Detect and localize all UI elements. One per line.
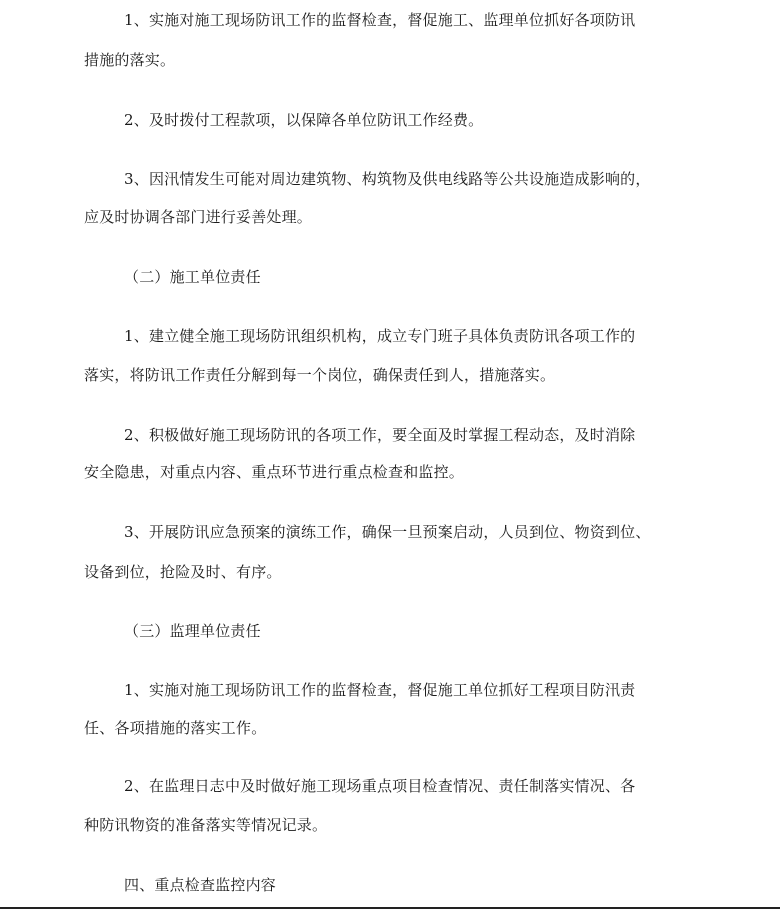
page-bottom-border — [0, 907, 780, 909]
paragraph-5-line-2: 安全隐患，对重点内容、重点环节进行重点检查和监控。 — [84, 463, 465, 481]
paragraph-5-line-1: 2、积极做好施工现场防讯的各项工作，要全面及时掌握工程动态，及时消除 — [124, 426, 636, 444]
section-heading-key-inspection: 四、重点检查监控内容 — [124, 876, 277, 894]
paragraph-8-line-2: 种防讯物资的准备落实等情况记录。 — [84, 816, 328, 834]
paragraph-1-line-2: 措施的落实。 — [84, 51, 176, 69]
paragraph-1-line-1: 1、实施对施工现场防讯工作的监督检查，督促施工、监理单位抓好各项防讯 — [124, 11, 636, 29]
paragraph-3-line-1: 3、因汛情发生可能对周边建筑物、构筑物及供电线路等公共设施造成影响的， — [124, 170, 651, 188]
paragraph-6-line-2: 设备到位，抢险及时、有序。 — [84, 563, 282, 581]
paragraph-7-line-1: 1、实施对施工现场防讯工作的监督检查，督促施工单位抓好工程项目防汛责 — [124, 681, 636, 699]
paragraph-4-line-2: 落实，将防讯工作责任分解到每一个岗位，确保责任到人，措施落实。 — [84, 366, 556, 384]
paragraph-8-line-1: 2、在监理日志中及时做好施工现场重点项目检查情况、责任制落实情况、各 — [124, 777, 636, 795]
paragraph-3-line-2: 应及时协调各部门进行妥善处理。 — [84, 208, 313, 226]
section-heading-supervision-unit: （三）监理单位责任 — [124, 622, 261, 640]
paragraph-2-line-1: 2、及时拨付工程款项，以保障各单位防讯工作经费。 — [124, 111, 484, 129]
paragraph-4-line-1: 1、建立健全施工现场防讯组织机构，成立专门班子具体负责防讯各项工作的 — [124, 327, 636, 345]
section-heading-construction-unit: （二）施工单位责任 — [124, 268, 261, 286]
paragraph-7-line-2: 任、各项措施的落实工作。 — [84, 719, 267, 737]
paragraph-6-line-1: 3、开展防讯应急预案的演练工作，确保一旦预案启动，人员到位、物资到位、 — [124, 523, 651, 541]
